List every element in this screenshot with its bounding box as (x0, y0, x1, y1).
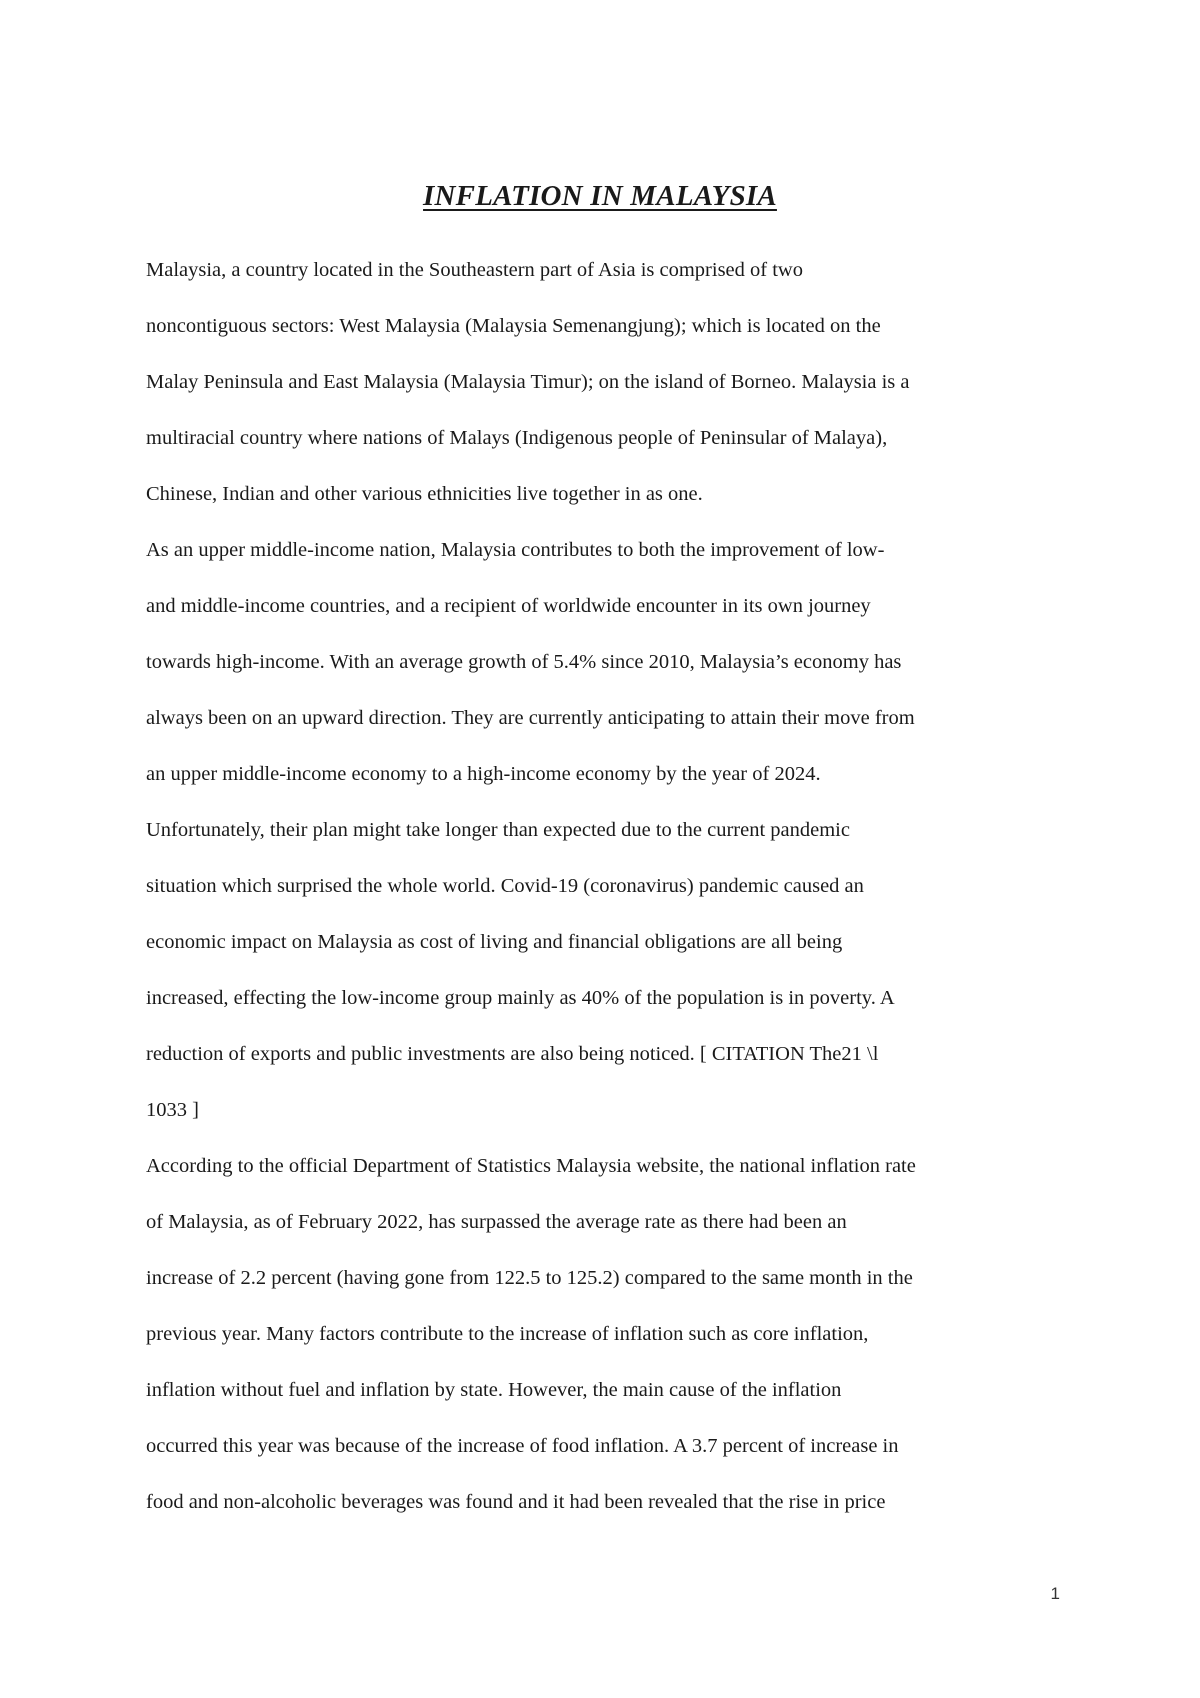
text-line: Unfortunately, their plan might take longer than expected due to the current pandemic (146, 819, 850, 841)
document-body (146, 255, 1066, 1543)
text-line: multiracial country where nations of Malays (Indigenous people of Peninsular of Malaya), (146, 427, 888, 449)
text-line: towards high-income. With an average growth of 5.4% since 2010, Malaysia’s economy has (146, 651, 902, 673)
text-line: noncontiguous sectors: West Malaysia (Malaysia Semenangjung); which is located on the (146, 315, 881, 337)
text-line: According to the official Department of Statistics Malaysia website, the national inflation rate (146, 1155, 916, 1177)
text-line: and middle-income countries, and a recipient of worldwide encounter in its own journey (146, 595, 871, 617)
document-title: INFLATION IN MALAYSIA (423, 180, 777, 212)
text-line: inflation without fuel and inflation by state. However, the main cause of the inflation (146, 1379, 842, 1401)
page-number: 1 (1050, 1584, 1060, 1603)
text-line: of Malaysia, as of February 2022, has surpassed the average rate as there had been an (146, 1211, 847, 1233)
paragraph-2 (146, 535, 1066, 1151)
text-line: reduction of exports and public investments are also being noticed. [ CITATION The21 \l (146, 1043, 879, 1065)
text-line: As an upper middle-income nation, Malaysia contributes to both the improvement of low- (146, 539, 885, 561)
text-line: increased, effecting the low-income group mainly as 40% of the population is in poverty. A (146, 987, 895, 1009)
text-line: economic impact on Malaysia as cost of living and financial obligations are all being (146, 931, 843, 953)
text-line: an upper middle-income economy to a high-income economy by the year of 2024. (146, 763, 821, 785)
text-line: Malaysia, a country located in the Southeastern part of Asia is comprised of two (146, 259, 803, 281)
text-line: situation which surprised the whole world. Covid-19 (coronavirus) pandemic caused an (146, 875, 864, 897)
text-line: previous year. Many factors contribute to the increase of inflation such as core inflation, (146, 1323, 869, 1345)
text-line: increase of 2.2 percent (having gone from 122.5 to 125.2) compared to the same month in the (146, 1267, 913, 1289)
text-line: always been on an upward direction. They are currently anticipating to attain their move from (146, 707, 915, 729)
text-line: Malay Peninsula and East Malaysia (Malaysia Timur); on the island of Borneo. Malaysia is a (146, 371, 910, 393)
paragraph-3 (146, 1151, 1066, 1543)
text-line: 1033 ] (146, 1099, 199, 1121)
text-line: occurred this year was because of the increase of food inflation. A 3.7 percent of increase in (146, 1435, 899, 1457)
paragraph-1 (146, 255, 1066, 535)
text-line: Chinese, Indian and other various ethnicities live together in as one. (146, 483, 703, 505)
text-line: food and non-alcoholic beverages was found and it had been revealed that the rise in price (146, 1491, 886, 1513)
